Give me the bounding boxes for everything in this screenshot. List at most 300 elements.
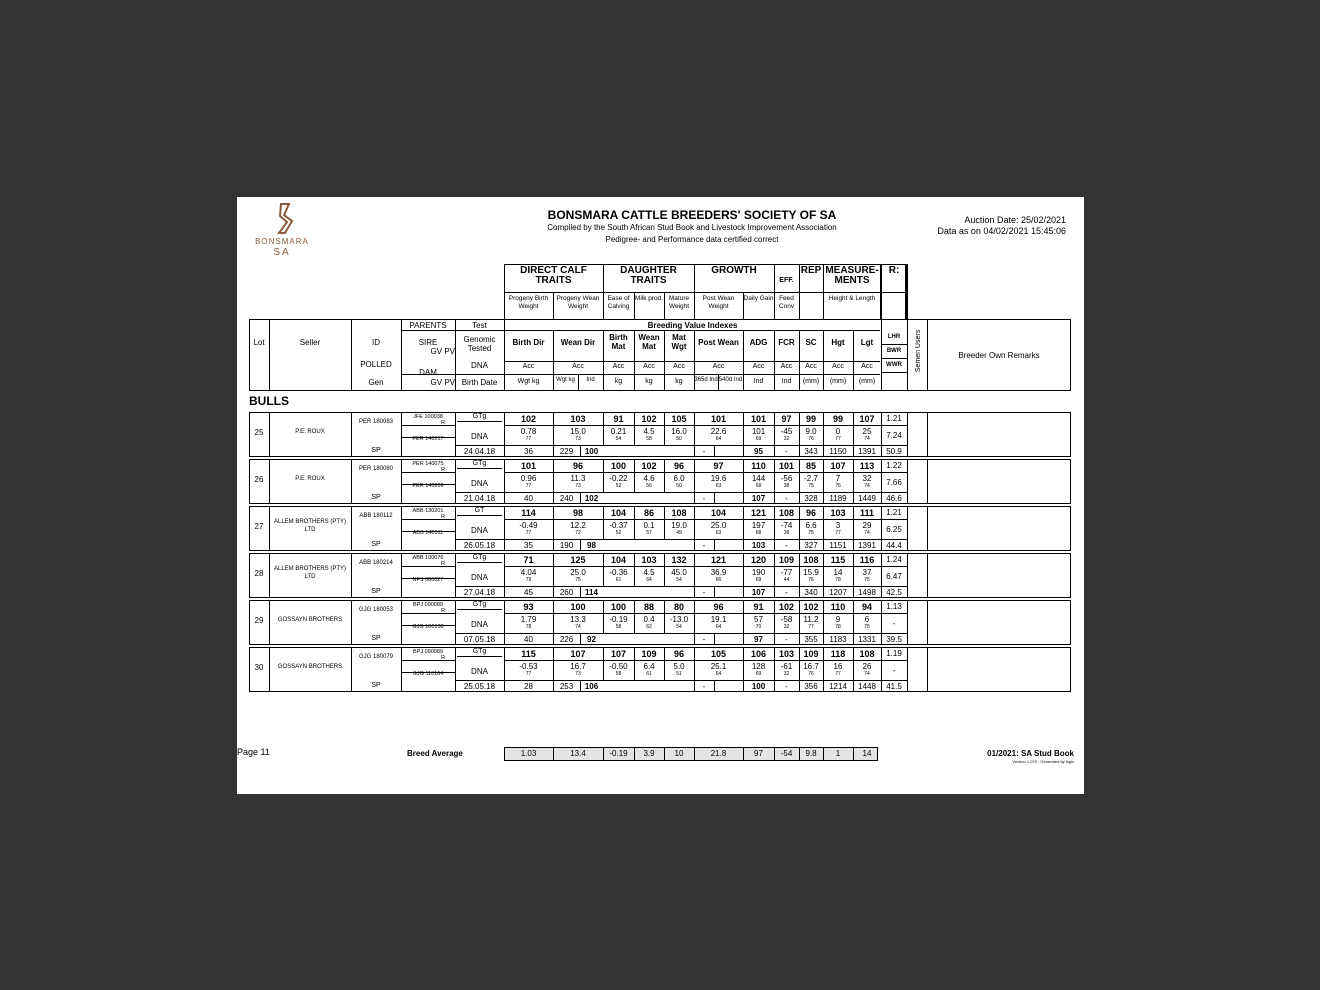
bottom-value: 28 [524,682,533,691]
bv-index: 111 [859,508,875,518]
col-divider [269,553,270,598]
row-divider [504,519,881,520]
header-dam-gvpv: GV PV [430,378,455,387]
wwr-value: 44.4 [886,541,902,550]
header-trait-acc: Acc [780,363,793,370]
ebv-accuracy: 50 [676,436,682,442]
row-divider [504,660,881,661]
lot-number: 30 [254,663,264,672]
subgroup-mature_weight: Mature Weight [668,295,690,310]
ebv-accuracy: 56 [646,483,652,489]
ebv-value: 0.96 [520,474,537,483]
header-sire: SIRE [418,338,438,347]
wwr-value: 42.5 [886,588,902,597]
bottom-value: 106 [584,682,599,691]
wwr-value: 41.5 [886,682,902,691]
ebv-accuracy: 76 [835,483,841,489]
row-divider [457,609,502,610]
bv-index: 85 [805,461,816,471]
ebv-accuracy: 73 [575,483,581,489]
col-divider [907,412,908,457]
bv-index: 110 [830,602,846,612]
row-divider [881,425,907,426]
bottom-value: - [785,541,788,550]
ebv-value: 13.3 [570,615,586,624]
row-divider [457,468,502,469]
dam-id: GJG 110164 [412,671,444,677]
bv-index: 96 [673,649,684,659]
bv-index: 115 [830,555,846,565]
header-trait-acc: Acc [643,363,655,370]
ebv-accuracy: 73 [575,436,581,442]
row-divider [504,445,907,446]
ebv-accuracy: 70 [755,624,762,630]
subgroup-ease_calving: Ease of Calving [607,295,630,310]
row-divider [457,562,502,563]
dam-id: ABB 140511 [412,530,444,536]
ebv-accuracy: 64 [646,577,652,583]
col-divider [714,586,715,598]
bv-index: 118 [830,649,846,659]
document-page [237,197,1084,794]
animal-id: PER 180083 [358,419,394,425]
bv-index: 104 [610,555,627,565]
header-trait-name: Lgt [860,338,874,347]
col-divider [881,372,907,373]
header-trait-acc: Acc [612,363,625,370]
bottom-value: 328 [804,494,818,503]
row-divider [881,613,907,614]
bottom-value: 1189 [829,494,847,503]
sire-id: BPJ 090089 [413,649,443,655]
lhr-value: 1.13 [886,602,902,611]
bwr-value: 7.66 [886,478,902,487]
row-divider [504,633,907,634]
dna-label: DNA [471,479,488,488]
ebv-value: 6.6 [805,521,817,530]
animal-id: GJG 180053 [358,607,394,613]
ebv-value: -45 [780,427,793,436]
header-trait-unit2: 540d Ind [718,377,743,383]
dam-id: PER 140209 [412,483,444,489]
ebv-accuracy: 51 [676,671,682,677]
header-trait-unit: (mm) [802,378,820,385]
breed-average-value: -54 [780,749,793,758]
ebv-accuracy: 58 [615,624,622,630]
bottom-value: 107 [751,588,766,597]
header-trait-name: Mat Wgt [671,333,687,351]
bottom-value: 40 [524,635,533,644]
ebv-value: 16.0 [671,427,687,436]
row-divider [457,421,502,422]
bv-index: 97 [781,414,792,424]
ebv-value: 4.5 [643,568,655,577]
ebv-accuracy: 61 [615,577,622,583]
header-wwr: WWR [886,362,902,368]
bv-index: 101 [750,414,767,424]
bonsmara-logo-icon [271,201,301,235]
ebv-value: -0.53 [519,662,538,671]
ebv-accuracy: 79 [525,577,532,583]
header-trait-unit: kg [645,378,653,385]
ebv-value: 0.4 [643,615,655,624]
bv-index: 103 [830,508,846,518]
bottom-value: 260 [559,588,574,597]
bottom-value: 100 [584,447,599,456]
sire-id: ABB 130201 [412,508,444,514]
bottom-value: 103 [751,541,766,550]
gen-code: SP [371,635,381,642]
bv-index: 120 [750,555,767,565]
ebv-accuracy: 54 [676,624,682,630]
ebv-value: 14 [833,568,843,577]
bottom-value: - [702,635,706,644]
ebv-accuracy: 72 [575,530,581,536]
birth-date: 07.05.18 [463,635,496,644]
bottom-value: 355 [804,635,818,644]
bottom-value: 35 [524,541,533,550]
ebv-value: 6.4 [643,662,655,671]
bv-index: 99 [805,414,816,424]
header-lhr: LHR [887,334,901,340]
ebv-value: -0.49 [519,521,538,530]
breed-average-value: 97 [754,749,763,758]
row-divider [881,660,907,661]
col-divider [927,553,928,598]
sire-id: BPJ 090089 [413,602,443,608]
seller-name: P.E. ROUX [295,429,325,435]
ebv-value: 19.6 [710,474,727,483]
subtitle-certified: Pedigree- and Performance data certified correct [605,235,779,244]
bottom-value: 98 [587,541,596,550]
bv-index: 109 [778,555,795,565]
breed-average-value: 3.9 [643,749,655,758]
header-trait-unit: 365d Ind [694,377,718,383]
ebv-accuracy: 32 [783,436,790,442]
header-trait-unit: kg [614,378,623,385]
row-divider [455,586,504,587]
ebv-value: -0.22 [609,474,628,483]
ebv-accuracy: 75 [808,483,814,489]
header-trait-name: Wean Mat [638,333,660,351]
ebv-accuracy: 69 [755,577,762,583]
ebv-accuracy: 54 [615,436,622,442]
dna-label: DNA [471,667,488,676]
col-divider [907,506,908,551]
ebv-value: 1.79 [520,615,537,624]
page-title: BONSMARA CATTLE BREEDERS' SOCIETY OF SA [547,208,837,222]
gen-code: SP [371,447,381,454]
bottom-value: 97 [754,635,763,644]
ebv-accuracy: 69 [755,436,762,442]
ebv-value: 5.0 [673,662,685,671]
header-trait-acc: Acc [752,363,765,370]
section-bulls: BULLS [249,394,289,408]
gen-code: SP [371,541,381,548]
bottom-value: 45 [524,588,533,597]
bottom-value: 226 [559,635,574,644]
bv-index: 88 [643,602,654,612]
ebv-accuracy: 74 [864,530,870,536]
ebv-value: 7 [835,474,841,483]
ebv-value: 6.0 [673,474,685,483]
ebv-accuracy: 54 [676,577,682,583]
bv-index: 97 [713,461,724,471]
col-divider [269,506,270,551]
header-trait-unit: Wgt kg [517,378,540,385]
bwr-value: - [892,619,896,628]
ebv-value: 0 [835,427,841,436]
bottom-value: 240 [559,494,574,503]
col-divider [269,412,270,457]
ebv-value: -0.50 [609,662,628,671]
ebv-value: 25.0 [570,568,586,577]
header-trait-name: Birth Mat [609,333,628,351]
dna-label: DNA [471,526,488,535]
sire-mark: R [441,608,445,614]
bottom-value: 1391 [858,541,876,550]
ebv-value: 29 [862,521,872,530]
ebv-value: 3 [835,521,841,530]
ebv-value: 16.7 [803,662,819,671]
bv-index: 107 [570,649,586,659]
ebv-accuracy: 52 [615,483,622,489]
bv-index: 91 [753,602,764,612]
bv-index: 101 [520,461,537,471]
bv-index: 113 [859,461,875,471]
col-divider [927,600,928,645]
ebv-accuracy: 38 [783,483,790,489]
sire-mark: R [441,420,445,426]
ebv-value: 37 [862,568,872,577]
bv-index: 132 [671,555,687,565]
bottom-value: 356 [804,682,818,691]
logo-sub: SA [273,247,291,258]
bottom-value: - [785,588,788,597]
animal-id: GJG 180079 [358,654,394,660]
bv-index: 100 [610,461,627,471]
ebv-accuracy: 78 [525,624,532,630]
breed-average-value: 13.4 [570,749,586,758]
lot-number: 26 [254,475,264,484]
subgroup-milk_prod: Milk prod. [634,295,664,302]
version-label: Version 1.079 - Generated by logix [1012,759,1074,764]
group-label-daughter: DAUGHTER TRAITS [620,265,677,286]
col-divider [881,319,882,391]
ebv-value: 6 [864,615,870,624]
bv-index: 108 [671,508,687,518]
bv-index: 102 [641,461,657,471]
subtitle-compiled: Compiled by the South African Stud Book and Livestock Improvement Association [547,223,837,232]
gen-code: SP [371,588,381,595]
bottom-value: 1207 [829,588,847,597]
ebv-accuracy: 50 [676,483,682,489]
sire-mark: R [441,561,445,567]
lhr-value: 1.19 [886,649,902,658]
header-remarks: Breeder Own Remarks [958,351,1040,360]
bv-index: 109 [641,649,657,659]
ebv-accuracy: 78 [835,624,841,630]
bottom-value: 253 [559,682,574,691]
ebv-accuracy: 32 [783,624,790,630]
header-trait-unit: (mm) [829,378,847,385]
col-divider [927,506,928,551]
bv-index: 107 [610,649,627,659]
header-trait-acc: Acc [861,363,873,370]
animal-id: PER 180080 [358,466,394,472]
row-divider [881,472,907,473]
bv-index: 103 [570,414,586,424]
ebv-accuracy: 77 [525,436,532,442]
col-divider [714,539,715,551]
ebv-accuracy: 77 [525,530,532,536]
bottom-value: 1331 [858,635,876,644]
ebv-value: 15.9 [803,568,819,577]
breed-average-label: Breed Average [407,749,463,758]
bvi-label: Breeding Value Indexes [647,321,738,330]
subgroup-progeny_wean: Progeny Wean Weight [556,295,600,310]
bottom-value: 340 [804,588,818,597]
bv-index: 103 [778,649,795,659]
stud-book-label: 01/2021: SA Stud Book [987,749,1074,758]
ebv-accuracy: 74 [575,624,581,630]
header-dam: DAM [419,368,437,377]
col-divider [269,319,270,391]
lot-number: 25 [254,428,264,437]
ebv-accuracy: 77 [525,671,532,677]
header-trait-unit: kg [675,378,683,385]
header-trait-acc: Acc [805,363,817,370]
col-divider [714,492,715,504]
genomic-test: GT [474,507,485,514]
col-divider [907,600,908,645]
bv-index: 102 [641,414,657,424]
dna-label: DNA [471,573,488,582]
ebv-value: -58 [780,615,793,624]
bv-index: 106 [750,649,767,659]
ebv-accuracy: 77 [808,624,814,630]
bv-index: 98 [572,508,583,518]
subgroup-progeny_birth: Progeny Birth Weight [508,295,549,310]
group-label-r: R: [888,265,900,276]
bottom-value: 1448 [858,682,876,691]
ebv-accuracy: 77 [525,483,532,489]
row-divider [504,425,881,426]
birth-date: 26.05.18 [463,541,496,550]
bv-index: 93 [523,602,534,612]
ebv-value: 101 [751,427,766,436]
row-divider [457,515,502,516]
bottom-value: 40 [524,494,533,503]
dam-id: NFS 080027 [412,577,444,583]
genomic-test: GTg [472,554,487,561]
bottom-value: 1183 [829,635,847,644]
bottom-value: 1150 [829,447,847,456]
ebv-accuracy: 73 [575,671,581,677]
header-trait-unit: Wgt kg [556,377,575,383]
bv-index: 102 [778,602,795,612]
bottom-value: - [785,494,788,503]
bv-index: 109 [803,649,819,659]
col-divider [714,633,715,645]
group-label-measurements: MEASURE- MENTS [825,265,879,286]
bwr-value: 6.25 [886,525,902,534]
row-divider [881,566,907,567]
ebv-accuracy: 78 [835,577,841,583]
sire-mark: R [441,655,445,661]
ebv-value: -61 [780,662,793,671]
bv-index: 104 [710,508,727,518]
bv-index: 114 [521,508,536,518]
header-id: ID [372,338,380,347]
bottom-value: - [785,682,788,691]
bottom-value: - [702,682,706,691]
subgroup-cell [799,292,824,320]
header-trait-name: Wean Dir [560,338,596,347]
bv-index: 121 [710,555,727,565]
bottom-value: - [785,635,788,644]
birth-date: 21.04.18 [463,494,496,503]
bottom-value: - [702,447,706,456]
birth-date: 25.05.18 [463,682,496,691]
ebv-value: 0.21 [610,427,627,436]
data-as-on: Data as on 04/02/2021 15:45:06 [937,226,1066,236]
ebv-accuracy: 38 [783,530,790,536]
bottom-value: 1151 [829,541,847,550]
wwr-value: 39.5 [886,635,902,644]
header-trait-unit: (mm) [858,378,876,385]
row-divider [457,656,502,657]
bv-index: 101 [710,414,727,424]
subgroup-feed_conv: Feed Conv [778,295,795,310]
ebv-accuracy: 69 [755,671,762,677]
bv-index: 105 [710,649,727,659]
sire-id: PER 140075 [412,461,444,467]
breed-average-value: 1.03 [520,749,537,758]
ebv-value: 16.7 [570,662,586,671]
bv-index: 125 [570,555,586,565]
bottom-value: 1214 [829,682,847,691]
bv-index: 115 [521,649,536,659]
bv-index: 102 [520,414,537,424]
col-divider [269,459,270,504]
seller-name: GOSSAYN BROTHERS [277,664,343,670]
ebv-value: 144 [751,474,766,483]
bv-index: 105 [671,414,687,424]
genomic-test: GTg [472,648,487,655]
breed-average-value: 10 [674,749,684,758]
header-lot: Lot [253,338,265,347]
bv-index: 108 [859,649,875,659]
group-label-eff: EFF. [779,277,794,284]
ebv-value: 22.6 [710,427,727,436]
ebv-accuracy: 76 [808,577,814,583]
ebv-accuracy: 76 [808,671,814,677]
ebv-accuracy: 75 [808,530,814,536]
gen-code: SP [371,682,381,689]
lhr-value: 1.21 [886,508,902,517]
ebv-value: 0.78 [520,427,537,436]
ebv-accuracy: 74 [864,436,870,442]
ebv-accuracy: 62 [646,624,652,630]
header-trait-acc: Acc [673,363,685,370]
ebv-value: 128 [751,662,766,671]
bottom-value: 92 [587,635,596,644]
seller-name: ALLEM BROTHERS (PTY) LTD [273,566,346,580]
seller-name: GOSSAYN BROTHERS [277,617,343,623]
ebv-value: 25.1 [710,662,727,671]
bottom-value: - [702,588,706,597]
